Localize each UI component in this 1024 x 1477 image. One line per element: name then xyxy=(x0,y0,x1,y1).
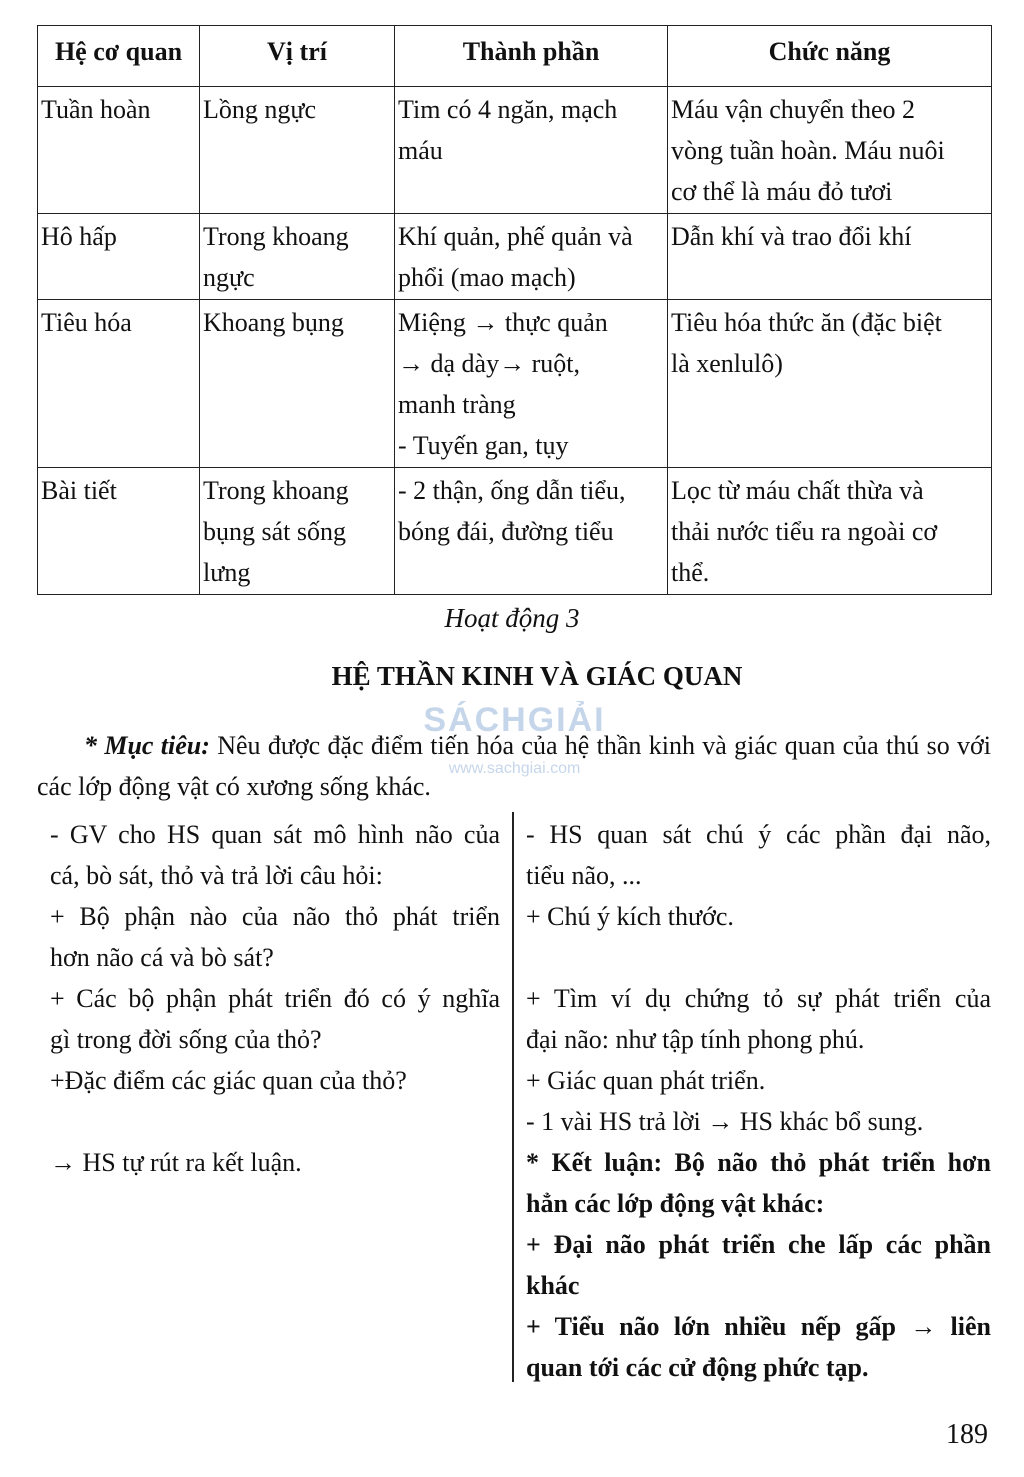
teacher-line: cá, bò sát, thỏ và trả lời câu hỏi: xyxy=(50,861,383,890)
conclusion-line: + Tiểu não lớn nhiều nếp gấp → liên xyxy=(526,1312,991,1341)
activity-two-column xyxy=(37,812,991,1382)
header-function: Chức năng xyxy=(668,26,992,87)
table-row xyxy=(38,87,992,214)
conclusion-line: + Đại não phát triển che lấp các phần xyxy=(526,1230,991,1259)
blank-line xyxy=(526,937,991,978)
conclusion-line: * Kết luận: Bộ não thỏ phát triển hơn xyxy=(526,1148,991,1177)
table-cell: Máu vận chuyển theo 2 vòng tuần hoàn. Máu nuôi cơ thể là máu đỏ tươi xyxy=(668,87,992,214)
teacher-line: +Đặc điểm các giác quan của thỏ? xyxy=(50,1066,407,1095)
teacher-line: + Bộ phận nào của não thỏ phát triển xyxy=(50,902,500,931)
conclusion-line: khác xyxy=(526,1271,580,1300)
student-line: + Giác quan phát triển. xyxy=(526,1066,766,1095)
objective-label: * Mục tiêu: xyxy=(84,731,210,760)
table-header-row xyxy=(38,26,992,87)
table-cell: Lồng ngực xyxy=(200,87,395,214)
table-cell: Trong khoang ngực xyxy=(200,214,395,300)
table-cell: Dẫn khí và trao đổi khí xyxy=(668,214,992,300)
teacher-line: - GV cho HS quan sát mô hình não của xyxy=(50,820,500,849)
table-cell: Tiêu hóa xyxy=(38,300,200,468)
student-line: + Tìm ví dụ chứng tỏ sự phát triển của xyxy=(526,984,991,1013)
column-divider xyxy=(512,812,514,1382)
student-activity-column xyxy=(526,814,991,1388)
table-cell: Tiêu hóa thức ăn (đặc biệt là xenlulô) xyxy=(668,300,992,468)
header-location: Vị trí xyxy=(200,26,395,87)
watermark-url: www.sachgiai.com xyxy=(448,760,581,777)
teacher-line: hơn não cá và bò sát? xyxy=(50,943,274,972)
section-heading: HỆ THẦN KINH VÀ GIÁC QUAN xyxy=(331,661,743,691)
header-organ-system: Hệ cơ quan xyxy=(38,26,200,87)
teacher-line: → HS tự rút ra kết luận. xyxy=(50,1148,302,1177)
student-line: đại não: như tập tính phong phú. xyxy=(526,1025,865,1054)
table-cell: Bài tiết xyxy=(38,468,200,595)
organ-system-table xyxy=(37,25,992,595)
table-row xyxy=(38,214,992,300)
objective-paragraph xyxy=(37,725,991,807)
table-row xyxy=(38,300,992,468)
teacher-line: gì trong đời sống của thỏ? xyxy=(50,1025,322,1054)
table-cell: Hô hấp xyxy=(38,214,200,300)
table-cell: - 2 thận, ống dẫn tiểu, bóng đái, đường tiểu xyxy=(395,468,668,595)
table-row xyxy=(38,468,992,595)
page-number: 189 xyxy=(946,1419,988,1450)
teacher-line: + Các bộ phận phát triển đó có ý nghĩa xyxy=(50,984,500,1013)
blank-line xyxy=(50,1101,500,1142)
table-cell: Khoang bụng xyxy=(200,300,395,468)
activity-title: Hoạt động 3 xyxy=(444,603,580,633)
table-cell: Tuần hoàn xyxy=(38,87,200,214)
student-line: + Chú ý kích thước. xyxy=(526,902,734,931)
objective-text: Nêu được đặc điểm tiến hóa của hệ thần kinh và giác quan của thú so với các lớp động vật có xương sống khác. xyxy=(37,731,991,801)
student-line: - 1 vài HS trả lời → HS khác bổ sung. xyxy=(526,1107,924,1136)
table-cell: Miệng → thực quản → dạ dày→ ruột, manh tràng - Tuyến gan, tụy xyxy=(395,300,668,468)
table-cell: Tim có 4 ngăn, mạch máu xyxy=(395,87,668,214)
table-cell: Trong khoang bụng sát sống lưng xyxy=(200,468,395,595)
teacher-activity-column xyxy=(50,814,500,1183)
header-components: Thành phần xyxy=(395,26,668,87)
student-line: - HS quan sát chú ý các phần đại não, xyxy=(526,820,991,849)
watermark-brand: SÁCHGIẢI xyxy=(423,701,606,739)
table-cell: Lọc từ máu chất thừa và thải nước tiểu ra ngoài cơ thể. xyxy=(668,468,992,595)
conclusion-line: hẳn các lớp động vật khác: xyxy=(526,1189,825,1218)
conclusion-line: quan tới các cử động phức tạp. xyxy=(526,1353,869,1382)
table-cell: Khí quản, phế quản và phổi (mao mạch) xyxy=(395,214,668,300)
student-line: tiểu não, ... xyxy=(526,861,642,890)
